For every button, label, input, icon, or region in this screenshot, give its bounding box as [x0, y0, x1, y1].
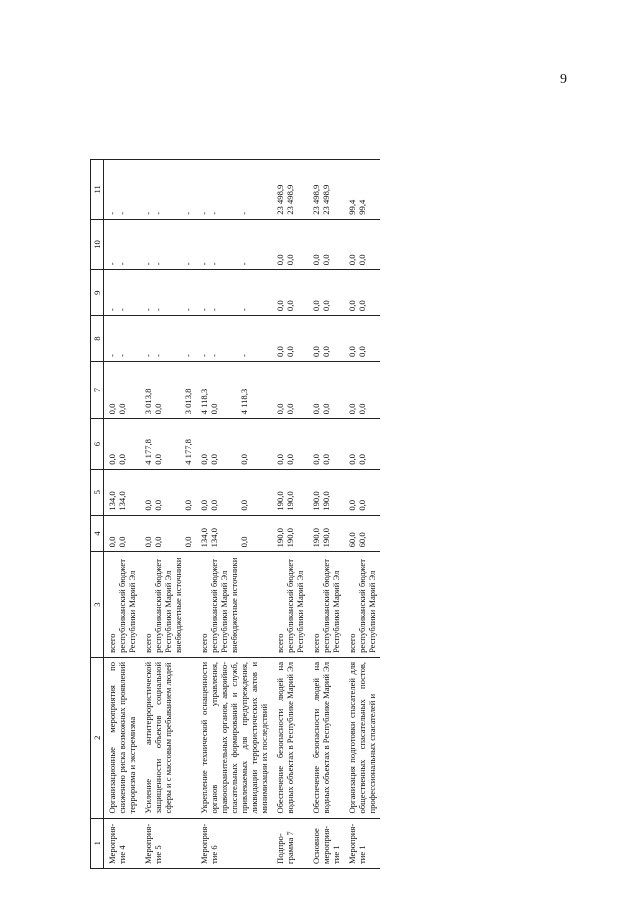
value-cell: - -: [104, 270, 141, 316]
column-number: 2: [91, 657, 104, 818]
table-row: [272, 160, 308, 869]
column-number: 6: [91, 419, 104, 469]
column-number: 5: [91, 469, 104, 515]
value-cell: 134,0 134,0 0,0: [196, 515, 272, 552]
value-cell: 0,0 0,0: [104, 361, 141, 418]
value-cell: - - -: [140, 316, 196, 362]
value-cell: 4 177,8 0,0 4 177,8: [140, 419, 196, 469]
value-cell: 0,0 0,0: [344, 469, 380, 515]
value-cell: 0,0 0,0 0,0: [140, 515, 196, 552]
column-number: 8: [91, 316, 104, 362]
value-cell: 0,0 0,0: [344, 219, 380, 269]
value-cell: 99,4 99,4: [344, 160, 380, 220]
value-cell: - - -: [196, 219, 272, 269]
budget-table: [90, 159, 380, 869]
column-number: 4: [91, 515, 104, 552]
value-cell: - - -: [196, 270, 272, 316]
funding-source-cell: всего республиканский бюджет Республики Марий Эл: [308, 552, 344, 658]
funding-source-cell: всего республиканский бюджет Республики Марий Эл: [272, 552, 308, 658]
value-cell: - - -: [140, 219, 196, 269]
column-number-row: [91, 160, 104, 869]
value-cell: 0,0 0,0: [344, 316, 380, 362]
value-cell: 190,0 190,0: [308, 469, 344, 515]
table-row: [196, 160, 272, 869]
value-cell: - -: [104, 160, 141, 220]
column-number: 1: [91, 818, 104, 868]
value-cell: - - -: [196, 160, 272, 220]
row-id-cell: Мероприя-тие 4: [104, 818, 141, 868]
value-cell: 0,0 0,0: [272, 419, 308, 469]
value-cell: 0,0 0,0: [104, 515, 141, 552]
value-cell: - -: [104, 316, 141, 362]
table-row: [140, 160, 196, 869]
value-cell: 23 498,9 23 498,9: [308, 160, 344, 220]
value-cell: - - -: [196, 316, 272, 362]
row-name-cell: Усиление антитеррористической защищенности объектов социальной сферы и с массовым пребыванием людей: [140, 657, 196, 818]
column-number: 9: [91, 270, 104, 316]
value-cell: 0,0 0,0: [272, 270, 308, 316]
funding-source-cell: всего республиканский бюджет Республики Марий Эл внебюджетные источники: [196, 552, 272, 658]
value-cell: 0,0 0,0 0,0: [140, 469, 196, 515]
table-body: [104, 160, 381, 869]
value-cell: 0,0 0,0: [308, 219, 344, 269]
funding-source-cell: всего республиканский бюджет Республики Марий Эл внебюджетные источники: [140, 552, 196, 658]
value-cell: 0,0 0,0: [272, 219, 308, 269]
column-number: 11: [91, 160, 104, 220]
row-name-cell: Укрепление технической оснащенности органов управления, правоохранительных органов, аварийно-спасательных формирований и служб, привлекаемых для предупреждения, ликвидации террористических актов и минимизации их последствий: [196, 657, 272, 818]
row-id-cell: Мероприя-тие 1: [344, 818, 380, 868]
column-number: 10: [91, 219, 104, 269]
funding-source-cell: всего республиканский бюджет Республики Марий Эл: [104, 552, 141, 658]
value-cell: 0,0 0,0: [308, 419, 344, 469]
value-cell: - -: [104, 219, 141, 269]
row-id-cell: Мероприя-тие 5: [140, 818, 196, 868]
value-cell: 4 118,3 0,0 4 118,3: [196, 361, 272, 418]
row-name-cell: Обеспечение безопасности людей на водных объектах в Республике Марий Эл: [308, 657, 344, 818]
rotated-table-container: [90, 159, 565, 869]
value-cell: 23 498,9 23 498,9: [272, 160, 308, 220]
value-cell: - - -: [140, 160, 196, 220]
value-cell: 134,0 134,0: [104, 469, 141, 515]
value-cell: 60,0 60,0: [344, 515, 380, 552]
value-cell: 0,0 0,0: [308, 270, 344, 316]
value-cell: 190,0 190,0: [272, 515, 308, 552]
row-name-cell: Обеспечение безопасности людей на водных объектах в Республике Марий Эл: [272, 657, 308, 818]
value-cell: 0,0 0,0: [308, 361, 344, 418]
row-id-cell: Подпро-грамма 7: [272, 818, 308, 868]
table-row: [104, 160, 141, 869]
value-cell: 0,0 0,0: [308, 316, 344, 362]
row-id-cell: Мероприя-тие 6: [196, 818, 272, 868]
value-cell: 190,0 190,0: [308, 515, 344, 552]
column-number: 7: [91, 361, 104, 418]
value-cell: 0,0 0,0: [344, 270, 380, 316]
table-row: [344, 160, 380, 869]
page-number: 9: [560, 72, 567, 87]
value-cell: 190,0 190,0: [272, 469, 308, 515]
value-cell: 0,0 0,0 0,0: [196, 419, 272, 469]
value-cell: 0,0 0,0: [344, 361, 380, 418]
row-name-cell: Организационные мероприятия по снижению риска возможных проявлений терроризма и экстремизма: [104, 657, 141, 818]
value-cell: 3 013,8 0,0 3 013,8: [140, 361, 196, 418]
value-cell: - - -: [140, 270, 196, 316]
value-cell: 0,0 0,0: [272, 316, 308, 362]
row-id-cell: Основное мероприя-тие 1: [308, 818, 344, 868]
funding-source-cell: всего республиканский бюджет Республики Марий Эл: [344, 552, 380, 658]
value-cell: 0,0 0,0 0,0: [196, 469, 272, 515]
value-cell: 0,0 0,0: [104, 419, 141, 469]
column-number: 3: [91, 552, 104, 658]
value-cell: 0,0 0,0: [272, 361, 308, 418]
table-row: [308, 160, 344, 869]
row-name-cell: Организация подготовки спасателей для общественных спасательных постов, профессиональных спасателей и: [344, 657, 380, 818]
value-cell: 0,0 0,0: [344, 419, 380, 469]
